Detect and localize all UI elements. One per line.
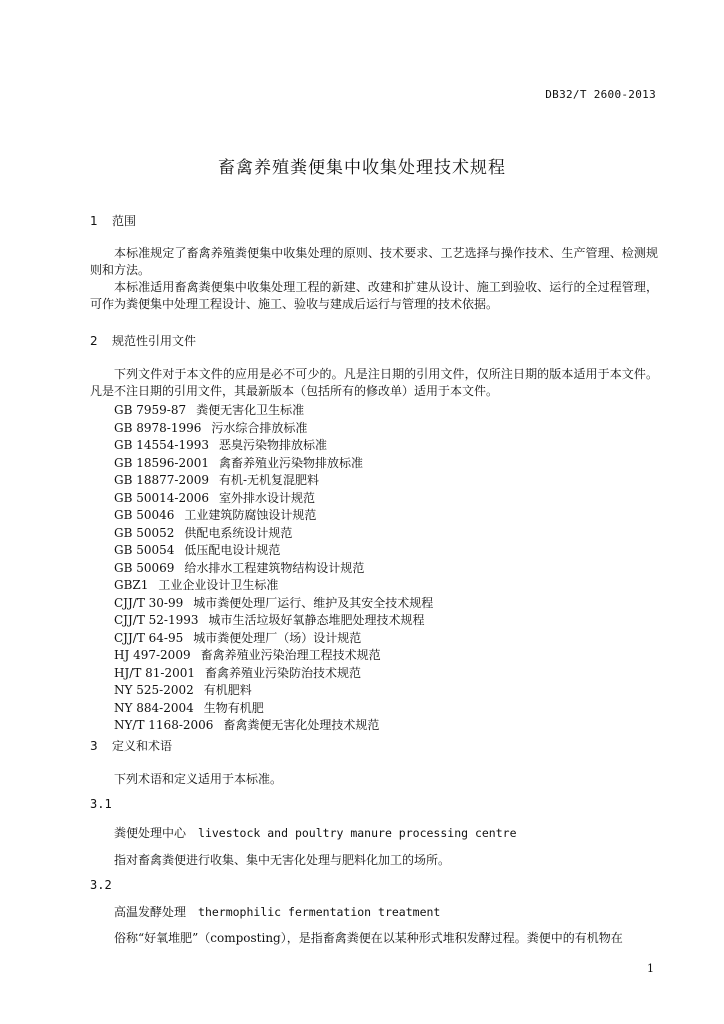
page-number: 1	[647, 962, 654, 975]
list-item	[114, 630, 433, 648]
list-item	[114, 595, 433, 613]
term-heading	[114, 903, 440, 920]
list-item	[114, 612, 433, 630]
term-heading	[114, 824, 517, 841]
list-item	[114, 420, 433, 438]
page-title: 畜禽养殖粪便集中收集处理技术规程	[218, 158, 506, 178]
list-item	[114, 542, 433, 560]
references-intro: 下列文件对于本文件的应用是必不可少的。凡是注日期的引用文件，仅所注日期的版本适用于本文件。凡是不注日期的引用文件，其最新版本（包括所有的修改单）适用于本文件。	[90, 367, 658, 398]
reference-code: NY 884-2004	[114, 700, 194, 715]
reference-code: HJ/T 81-2001	[114, 665, 195, 680]
list-item	[114, 682, 433, 700]
reference-code: GB 50014-2006	[114, 490, 209, 505]
reference-code: GB 18596-2001	[114, 455, 209, 470]
reference-name: 工业企业设计卫生标准	[158, 578, 279, 592]
list-item	[114, 560, 433, 578]
section-title: 规范性引用文件	[112, 334, 197, 348]
reference-name: 粪便无害化卫生标准	[196, 403, 305, 417]
reference-code: GB 7959-87	[114, 403, 187, 417]
reference-name: 畜禽养殖业污染治理工程技术规范	[200, 648, 381, 662]
list-item	[114, 647, 433, 665]
term-en: livestock and poultry manure processing centre	[198, 826, 517, 840]
reference-code: GBZ1	[114, 578, 149, 592]
term-en: thermophilic fermentation treatment	[198, 905, 441, 919]
reference-name: 给水排水工程建筑物结构设计规范	[184, 560, 365, 575]
reference-name: 城市粪便处理厂（场）设计规范	[193, 630, 362, 645]
reference-code: GB 50069	[114, 560, 175, 575]
reference-code: GB 18877-2009	[114, 473, 209, 487]
term-number: 3.2	[90, 878, 112, 892]
reference-code: NY 525-2002	[114, 683, 194, 697]
section-number: 3	[90, 739, 98, 753]
reference-name: 有机-无机复混肥料	[219, 473, 320, 487]
scope-paragraph-1: 本标准规定了畜禽养殖粪便集中收集处理的原则、技术要求、工艺选择与操作技术、生产管理、检测规则和方法。	[90, 246, 658, 277]
list-item	[114, 507, 433, 525]
list-item	[114, 455, 433, 473]
section-title: 范围	[112, 214, 137, 228]
section-1-heading	[90, 212, 136, 229]
scope-paragraph-2: 本标准适用畜禽粪便集中收集处理工程的新建、改建和扩建从设计、施工到验收、运行的全过程管理，可作为粪便集中处理工程设计、施工、验收与建成后运行与管理的技术依据。	[90, 280, 658, 311]
list-item	[114, 472, 433, 490]
section-2-heading	[90, 332, 196, 349]
reference-name: 工业建筑防腐蚀设计规范	[184, 508, 317, 522]
reference-name: 城市生活垃圾好氧静态堆肥处理技术规程	[208, 613, 425, 627]
reference-code: GB 50052	[114, 525, 175, 540]
list-item	[114, 525, 433, 543]
reference-code: CJJ/T 30-99	[114, 595, 184, 610]
reference-code: GB 8978-1996	[114, 420, 202, 435]
reference-name: 畜禽粪便无害化处理技术规范	[223, 718, 380, 732]
reference-code: GB 50046	[114, 508, 175, 522]
term-definition: 俗称“好氧堆肥”（composting），是指畜禽粪便在以某种形式堆积发酵过程。粪便中的有机物在	[114, 931, 623, 945]
reference-name: 禽畜养殖业污染物排放标准	[219, 455, 364, 470]
section-number: 2	[90, 334, 98, 348]
reference-name: 城市粪便处理厂运行、维护及其安全技术规程	[193, 595, 434, 610]
reference-name: 恶臭污染物排放标准	[219, 438, 328, 452]
section-title: 定义和术语	[112, 739, 173, 753]
reference-code: GB 50054	[114, 543, 175, 557]
reference-name: 有机肥料	[203, 683, 252, 697]
term-number: 3.1	[90, 797, 112, 811]
list-item	[114, 402, 433, 420]
term-definition: 指对畜禽粪便进行收集、集中无害化处理与肥料化加工的场所。	[114, 853, 451, 867]
reference-list	[114, 402, 433, 735]
reference-name: 低压配电设计规范	[184, 543, 281, 557]
list-item	[114, 437, 433, 455]
list-item	[114, 665, 433, 683]
reference-name: 供配电系统设计规范	[184, 525, 293, 540]
list-item	[114, 490, 433, 508]
reference-code: HJ 497-2009	[114, 648, 191, 662]
reference-code: CJJ/T 52-1993	[114, 613, 199, 627]
reference-code: GB 14554-1993	[114, 438, 209, 452]
reference-code: NY/T 1168-2006	[114, 718, 214, 732]
definitions-intro: 下列术语和定义适用于本标准。	[114, 772, 283, 786]
standard-code: DB32/T 2600-2013	[545, 88, 656, 101]
term-cn: 高温发酵处理	[114, 905, 187, 919]
reference-name: 室外排水设计规范	[219, 490, 316, 505]
term-cn: 粪便处理中心	[114, 826, 187, 840]
list-item	[114, 700, 433, 718]
list-item	[114, 717, 433, 735]
reference-name: 生物有机肥	[203, 700, 264, 715]
reference-code: CJJ/T 64-95	[114, 630, 184, 645]
reference-name: 污水综合排放标准	[211, 420, 308, 435]
section-3-heading	[90, 737, 172, 754]
section-number: 1	[90, 214, 98, 228]
list-item	[114, 577, 433, 595]
reference-name: 畜禽养殖业污染防治技术规范	[205, 665, 362, 680]
